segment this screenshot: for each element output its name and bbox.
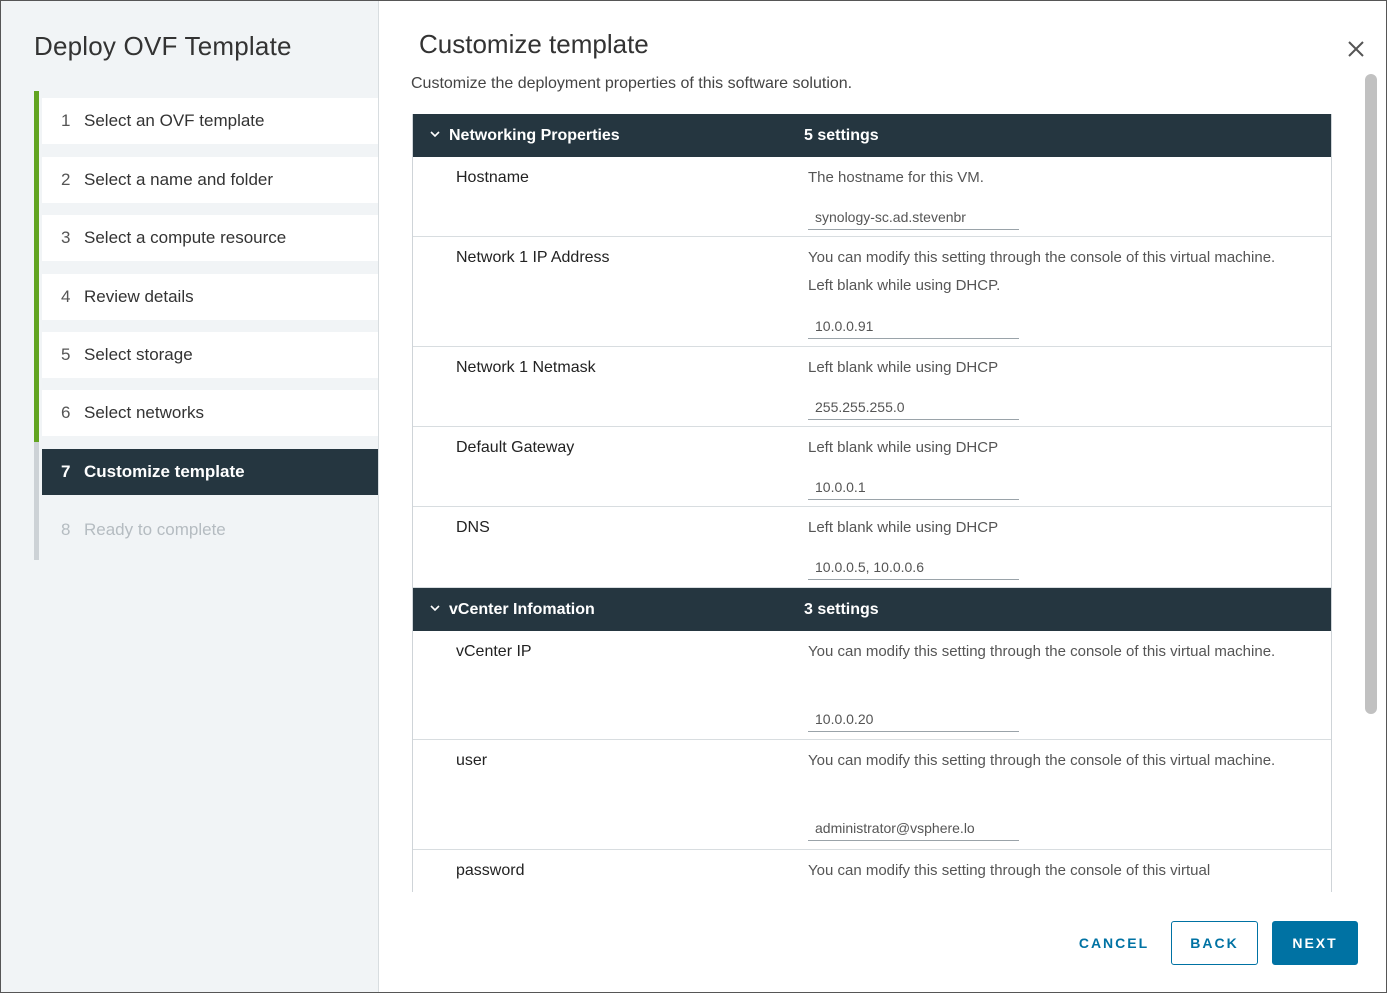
step-select-storage[interactable] xyxy=(42,332,378,378)
next-button[interactable]: NEXT xyxy=(1272,921,1358,965)
step-number: 4 xyxy=(61,287,71,306)
main-panel xyxy=(379,1,1386,992)
step-label: Select networks xyxy=(84,403,204,422)
step-label: Select a compute resource xyxy=(84,228,287,247)
page-subtitle: Customize the deployment properties of this software solution. xyxy=(411,75,853,92)
page-title: Customize template xyxy=(419,29,649,59)
section-vcenter-information[interactable] xyxy=(413,588,1331,631)
step-label: Ready to complete xyxy=(84,520,226,539)
property-label: DNS xyxy=(456,519,490,536)
dns-input[interactable] xyxy=(808,554,1019,580)
step-select-name-folder[interactable] xyxy=(42,157,378,203)
step-number: 1 xyxy=(61,111,71,130)
chevron-down-icon xyxy=(429,128,441,140)
step-label: Select an OVF template xyxy=(84,111,265,130)
section-count: 3 settings xyxy=(804,600,879,618)
wizard-sidebar xyxy=(1,1,379,992)
property-description: You can modify this setting through the console of this virtual machine. xyxy=(808,752,1276,769)
step-number: 8 xyxy=(61,520,71,539)
property-description: You can modify this setting through the console of this virtual machine. Left blank while using DHCP. xyxy=(808,249,1276,294)
property-description: The hostname for this VM. xyxy=(808,169,984,186)
step-label: Select a name and folder xyxy=(84,170,274,189)
property-row-network-ip xyxy=(413,237,1331,347)
property-label: Network 1 IP Address xyxy=(456,249,610,266)
property-label: Default Gateway xyxy=(456,439,575,456)
step-select-compute-resource[interactable] xyxy=(42,215,378,261)
step-number: 3 xyxy=(61,228,71,247)
chevron-down-icon xyxy=(429,602,441,614)
step-number: 2 xyxy=(61,170,71,189)
step-select-ovf-template[interactable] xyxy=(42,98,378,144)
vcenter-ip-input[interactable] xyxy=(808,706,1019,732)
property-description: You can modify this setting through the console of this virtual xyxy=(808,862,1211,879)
progress-track-done xyxy=(34,91,39,442)
section-name: Networking Properties xyxy=(449,126,620,144)
step-label: Select storage xyxy=(84,345,193,364)
hostname-input[interactable] xyxy=(808,204,1019,230)
step-number: 6 xyxy=(61,403,71,422)
scrollbar-thumb[interactable] xyxy=(1365,74,1377,714)
cancel-button[interactable]: CANCEL xyxy=(1065,921,1163,965)
property-row-hostname xyxy=(413,157,1331,237)
property-description: Left blank while using DHCP xyxy=(808,519,999,536)
wizard-title: Deploy OVF Template xyxy=(34,31,292,61)
netmask-input[interactable] xyxy=(808,394,1019,420)
property-label: Hostname xyxy=(456,169,529,186)
property-label: password xyxy=(456,862,525,879)
property-label: Network 1 Netmask xyxy=(456,359,596,376)
network-ip-input[interactable] xyxy=(808,313,1019,339)
step-ready-to-complete xyxy=(42,507,378,553)
property-description: Left blank while using DHCP xyxy=(808,439,999,456)
property-row-dns xyxy=(413,507,1331,588)
step-number: 7 xyxy=(61,462,71,481)
step-customize-template[interactable] xyxy=(42,449,378,495)
property-description: Left blank while using DHCP xyxy=(808,359,999,376)
back-button[interactable]: BACK xyxy=(1171,921,1258,965)
property-description: You can modify this setting through the console of this virtual machine. xyxy=(808,643,1276,660)
property-row-user xyxy=(413,740,1331,850)
step-label: Review details xyxy=(84,287,194,306)
property-row-vcenter-ip xyxy=(413,631,1331,740)
user-input[interactable] xyxy=(808,815,1019,841)
wizard-steps xyxy=(34,91,378,560)
property-row-password xyxy=(413,850,1331,892)
section-name: vCenter Infomation xyxy=(449,600,595,618)
property-label: vCenter IP xyxy=(456,643,532,660)
step-review-details[interactable] xyxy=(42,274,378,320)
gateway-input[interactable] xyxy=(808,474,1019,500)
section-count: 5 settings xyxy=(804,126,879,144)
step-select-networks[interactable] xyxy=(42,390,378,436)
close-icon[interactable] xyxy=(1344,37,1368,61)
property-label: user xyxy=(456,752,488,769)
step-label: Customize template xyxy=(84,462,245,481)
section-networking-properties[interactable] xyxy=(413,114,1331,157)
scrollbar[interactable] xyxy=(1362,72,1380,892)
step-number: 5 xyxy=(61,345,71,364)
property-row-gateway xyxy=(413,427,1331,507)
properties-list xyxy=(412,114,1332,892)
property-row-netmask xyxy=(413,347,1331,427)
